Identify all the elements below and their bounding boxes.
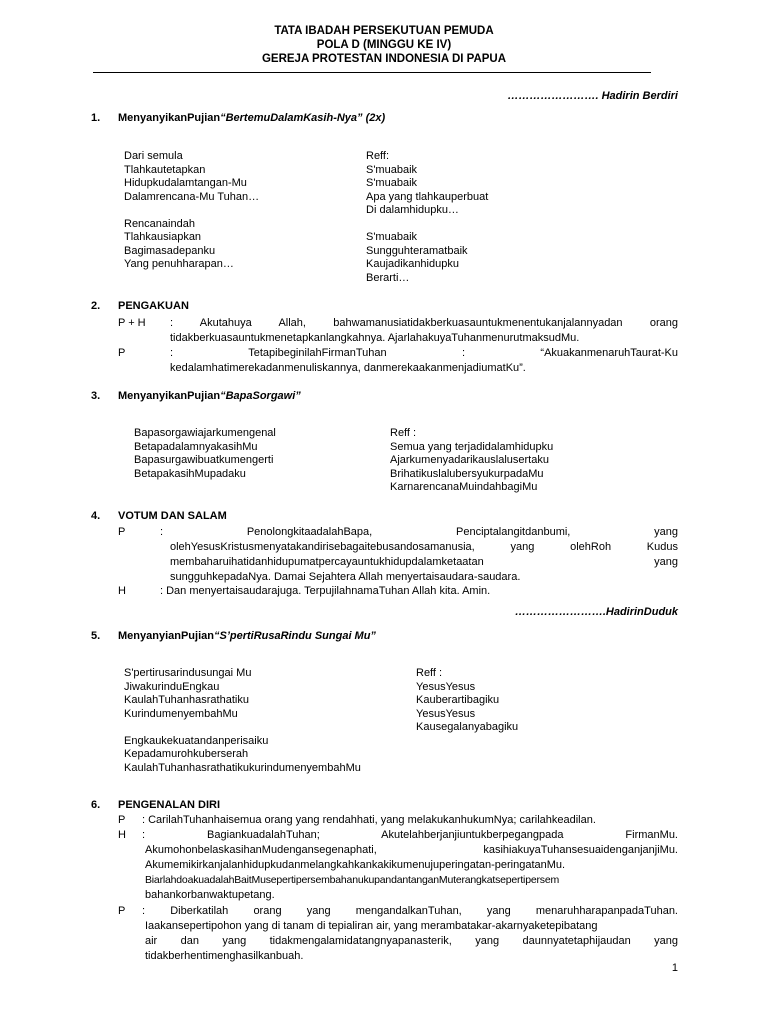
text-line: olehYesusKristusmenyatakandirisebagaitebusandosamanusia, yang olehRoh Kudus — [170, 541, 678, 553]
text-line: tidakberkuasauntukmenetapkanlangkahnya. AjarlahakuyaTuhanmenurutmaksudMu. — [170, 332, 580, 344]
text-line: : Diberkatilah orang yang mengandalkanTuhan, yang menaruhharapanpadaTuhan. — [142, 905, 678, 917]
s6-h-text — [142, 828, 678, 903]
text-line: air dan yang tidakmengalamidatangnyapanasterik, yang daunnyatetaphijaudan yang — [145, 935, 678, 947]
lyric-spacer — [366, 218, 488, 232]
lyric-line: Apa yang tlahkauperbuat — [366, 190, 489, 203]
speaker-label: H — [118, 585, 126, 597]
s5-lyrics-left — [124, 667, 361, 775]
song-title: “BapaSorgawi” — [220, 390, 301, 402]
cue-standing: ……………………. Hadirin Berdiri — [507, 90, 678, 102]
section-6-heading — [91, 799, 220, 811]
section-1-heading — [91, 112, 385, 124]
section-title: MenyanyianPujian — [118, 630, 214, 642]
text-line: : PenolongkitaadalahBapa, Penciptalangitdanbumi, yang — [160, 526, 678, 538]
page-number: 1 — [671, 962, 678, 974]
lyric-line: Sungguhteramatbaik — [366, 244, 468, 257]
reff-label: Reff : — [390, 427, 417, 439]
section-title: MenyanyikanPujian — [118, 112, 221, 124]
s2-ph-text — [170, 316, 678, 346]
lyric-line: Semua yang terjadidalamhidupku — [390, 440, 554, 453]
lyric-spacer — [124, 204, 259, 218]
lyric-line: YesusYesus — [416, 680, 476, 693]
lyric-line: BrihatikuslalubersyukurpadaMu — [390, 467, 544, 480]
lyric-line: Di dalamhidupku… — [366, 204, 459, 216]
speaker-label: P — [118, 905, 126, 917]
s5-lyrics-reff — [416, 667, 518, 735]
lyric-line: KaulahTuhanhasrathatikukurindumenyembahMu — [124, 761, 361, 774]
cue-sitting: …………………….HadirinDuduk — [514, 606, 678, 618]
text-line: BiarlahdoakuadalahBaitMusepertipersembahanukupandantanganMuterangkatsepertipersem — [145, 874, 560, 886]
s4-p-text — [160, 525, 678, 585]
reff-label: Reff: — [366, 150, 390, 162]
lyric-line: Kausegalanyabagiku — [416, 721, 519, 733]
speaker-label: P + H — [118, 317, 146, 329]
lyric-line: Dalamrencana-Mu Tuhan… — [124, 190, 260, 203]
s4-h-text — [160, 584, 678, 599]
lyric-line: KarnarencanaMuindahbagiMu — [390, 481, 538, 493]
section-title: VOTUM DAN SALAM — [118, 510, 227, 522]
section-5-heading — [91, 630, 376, 642]
text-line: bahankorbanwaktupetang. — [145, 889, 275, 901]
lyric-line: YesusYesus — [416, 707, 476, 720]
lyric-line: Kaujadikanhidupku — [366, 258, 459, 270]
reff-label: Reff : — [416, 667, 443, 679]
s1-lyrics-reff — [366, 150, 488, 285]
song-title: “S’pertiRusaRindu Sungai Mu” — [213, 630, 376, 642]
lyric-line: Bapasorgawiajarkumengenal — [134, 427, 276, 439]
lyric-line: Ajarkumenyadarikauslalusertaku — [390, 454, 549, 466]
lyric-spacer — [124, 721, 361, 735]
section-title: MenyanyikanPujian — [118, 390, 221, 402]
text-line: : CarilahTuhanhaisemua orang yang rendahhati, yang melakukanhukumNya; carilahkeadilan. — [142, 814, 596, 826]
lyric-line: JiwakurinduEngkau — [124, 680, 220, 693]
text-line: : Akutahuya Allah, bahwamanusiatidakberkuasauntukmenentukanjalannyadan orang — [170, 317, 678, 329]
text-line: : TetapibeginilahFirmanTuhan : “AkuakanmenaruhTaurat-Ku — [170, 347, 678, 359]
header-divider — [93, 72, 651, 73]
speaker-label: P — [118, 814, 126, 826]
lyric-line: S'muabaik — [366, 231, 418, 243]
text-line: tidakberhentimenghasilkanbuah. — [145, 950, 304, 962]
s6-p1-text — [142, 813, 678, 828]
speaker-label: P — [118, 347, 126, 359]
s1-lyrics-left — [124, 150, 259, 272]
section-4-heading — [91, 510, 227, 522]
section-title: PENGAKUAN — [118, 300, 189, 312]
lyric-line: Yang penuhharapan… — [124, 258, 234, 270]
section-number: 5. — [91, 630, 101, 642]
s3-lyrics-reff — [390, 427, 553, 495]
lyric-line: BetapakasihMupadaku — [134, 467, 246, 480]
section-number: 3. — [91, 390, 101, 402]
header-title: TATA IBADAH PERSEKUTUAN PEMUDA — [274, 25, 494, 37]
section-title: PENGENALAN DIRI — [118, 799, 221, 811]
lyric-line: Hidupkudalamtangan-Mu — [124, 177, 247, 189]
lyric-line: BetapadalamnyakasihMu — [134, 440, 258, 453]
lyric-line: Kauberartibagiku — [416, 694, 500, 706]
lyric-line: S'pertirusarindusungai Mu — [124, 667, 252, 679]
lyric-line: Engkaukekuatandanperisaiku — [124, 734, 269, 747]
header-subtitle: POLA D (MINGGU KE IV) — [316, 39, 452, 51]
lyric-line: Kepadamurohkuberserah — [124, 748, 249, 760]
lyric-line: Tlahkautetapkan — [124, 163, 206, 176]
text-line: kedalamhatimerekadanmenuliskannya, danmerekaakanmenjadiumatKu”. — [170, 362, 526, 374]
speaker-label: H — [118, 829, 126, 841]
section-number: 1. — [91, 112, 101, 124]
lyric-line: KaulahTuhanhasrathatiku — [124, 694, 249, 706]
lyric-line: S'muabaik — [366, 163, 418, 176]
lyric-line: Bapasurgawibuatkumengerti — [134, 454, 274, 466]
text-line: : Dan menyertaisaudarajuga. TerpujilahnamaTuhan Allah kita. Amin. — [160, 585, 491, 597]
text-line: sungguhkepadaNya. Damai Sejahtera Allah menyertaisaudara-saudara. — [170, 571, 521, 583]
text-line: Iaakansepertipohon yang di tanam di tepialiran air, yang merambatakar-akarnyaketepibatang — [145, 920, 598, 932]
song-title: “BertemuDalamKasih-Nya” (2x) — [220, 112, 386, 124]
speaker-label: P — [118, 526, 126, 538]
text-line: : BagiankuadalahTuhan; Akutelahberjanjiuntukberpegangpada FirmanMu. — [142, 829, 678, 841]
lyric-line: Dari semula — [124, 150, 183, 162]
section-number: 6. — [91, 799, 101, 811]
section-number: 2. — [91, 300, 101, 312]
section-2-heading — [91, 300, 189, 312]
text-line: AkumohonbelaskasihanMudengansegenaphati, kasihiakuyaTuhansesuaidenganjanjiMu. — [145, 844, 678, 856]
s6-p2-text — [142, 904, 678, 964]
lyric-line: KurindumenyembahMu — [124, 707, 238, 720]
lyric-line: Rencanaindah — [124, 217, 195, 230]
section-number: 4. — [91, 510, 101, 522]
lyric-line: Bagimasadepanku — [124, 244, 216, 257]
lyric-line: Tlahkausiapkan — [124, 231, 202, 243]
text-line: Akumemikirkanjalanhidupkudanmelangkahkankakikumenujuperingatan-peringatanMu. — [145, 859, 566, 871]
text-line: membaharuihatidanhidupumatpercayauntukhidupdalamketaatan yang — [170, 556, 678, 568]
s3-lyrics-left — [134, 427, 276, 481]
s2-p-text — [170, 346, 678, 376]
header-church: GEREJA PROTESTAN INDONESIA DI PAPUA — [261, 53, 507, 65]
lyric-line: S'muabaik — [366, 177, 418, 189]
section-3-heading — [91, 390, 301, 402]
lyric-line: Berarti… — [366, 271, 410, 284]
